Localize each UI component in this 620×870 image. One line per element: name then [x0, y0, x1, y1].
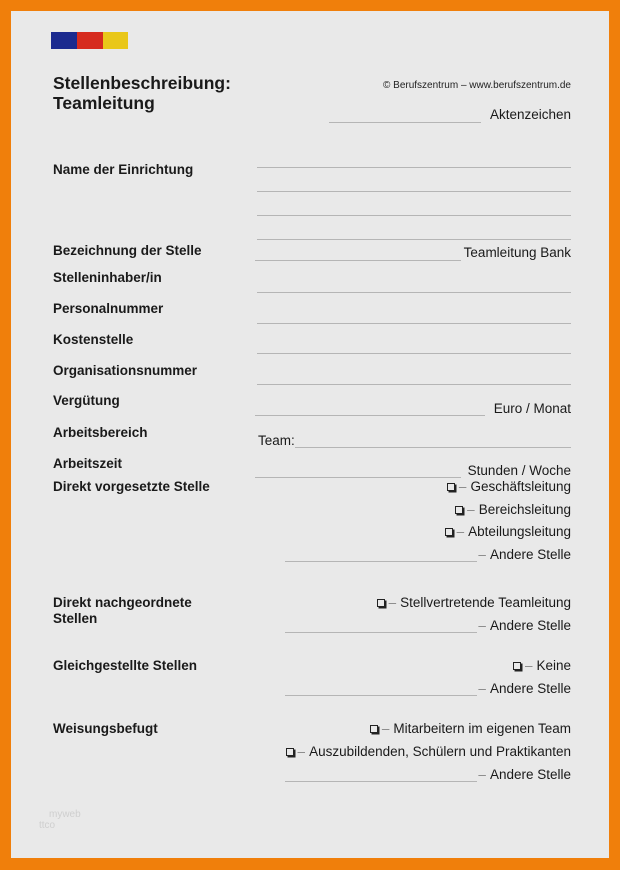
- option-stellvertretende-teamleitung[interactable]: – Stellvertretende Teamleitung: [377, 595, 571, 610]
- checkbox-icon[interactable]: [445, 528, 453, 536]
- checkbox-icon[interactable]: [370, 725, 378, 733]
- title-line-2: Teamleitung: [53, 93, 155, 113]
- kostenstelle-field[interactable]: [257, 353, 571, 354]
- option-auszubildenden[interactable]: – Auszubildenden, Schülern und Praktikanten: [286, 744, 571, 759]
- checkbox-icon[interactable]: [286, 748, 294, 756]
- arbeitsbereich-prefix: Team:: [258, 433, 295, 448]
- label-arbeitszeit: Arbeitszeit: [53, 456, 123, 471]
- verguetung-unit: Euro / Monat: [493, 401, 571, 416]
- weisungsbefugt-andere-stelle: – Andere Stelle: [478, 767, 571, 782]
- label-gleichgestellte: Gleichgestellte Stellen: [53, 658, 198, 673]
- einrichtung-line-1[interactable]: [257, 167, 571, 168]
- stelleninhaber-field[interactable]: [257, 292, 571, 293]
- checkbox-icon[interactable]: [447, 483, 455, 491]
- label-arbeitsbereich: Arbeitsbereich: [53, 425, 148, 440]
- copyright-note: © Berufszentrum – www.berufszentrum.de: [383, 80, 571, 91]
- checkbox-icon[interactable]: [455, 506, 463, 514]
- checkbox-icon[interactable]: [513, 662, 521, 670]
- label-bezeichnung: Bezeichnung der Stelle: [53, 243, 202, 258]
- option-mitarbeitern[interactable]: – Mitarbeitern im eigenen Team: [370, 721, 571, 736]
- flag-red: [77, 32, 103, 49]
- label-nachgeordnete: Direkt nachgeordnete Stellen: [53, 595, 192, 626]
- gleichgestellte-andere-field[interactable]: [285, 695, 477, 696]
- label-weisungsbefugt: Weisungsbefugt: [53, 721, 158, 736]
- document-page: [11, 11, 609, 858]
- arbeitsbereich-field[interactable]: [295, 447, 571, 448]
- organisationsnummer-field[interactable]: [257, 384, 571, 385]
- gleichgestellte-andere-stelle: – Andere Stelle: [478, 681, 571, 696]
- option-abteilungsleitung[interactable]: – Abteilungsleitung: [445, 524, 571, 539]
- label-einrichtung: Name der Einrichtung: [53, 162, 194, 177]
- option-keine[interactable]: – Keine: [513, 658, 571, 673]
- label-kostenstelle: Kostenstelle: [53, 332, 134, 347]
- einrichtung-line-4[interactable]: [257, 239, 571, 240]
- vorgesetzte-andere-field[interactable]: [285, 561, 477, 562]
- aktenzeichen-label: Aktenzeichen: [489, 107, 571, 122]
- watermark: myweb ttco: [39, 809, 81, 831]
- verguetung-field[interactable]: [255, 415, 485, 416]
- option-geschaeftsleitung[interactable]: – Geschäftsleitung: [447, 479, 571, 494]
- arbeitszeit-unit: Stunden / Woche: [467, 463, 571, 478]
- arbeitszeit-field[interactable]: [255, 477, 461, 478]
- flag-blue: [51, 32, 77, 49]
- checkbox-icon[interactable]: [377, 599, 385, 607]
- label-personalnummer: Personalnummer: [53, 301, 164, 316]
- nachgeordnete-andere-stelle: – Andere Stelle: [478, 618, 571, 633]
- einrichtung-line-3[interactable]: [257, 215, 571, 216]
- vorgesetzte-andere-stelle: – Andere Stelle: [478, 547, 571, 562]
- bezeichnung-value: Teamleitung Bank: [463, 245, 571, 260]
- label-vorgesetzte: Direkt vorgesetzte Stelle: [53, 479, 210, 494]
- label-stelleninhaber: Stelleninhaber/in: [53, 270, 162, 285]
- title-line-1: Stellenbeschreibung:: [53, 73, 231, 93]
- page-title: [53, 73, 231, 113]
- flag-yellow: [103, 32, 128, 49]
- personalnummer-field[interactable]: [257, 323, 571, 324]
- bezeichnung-field[interactable]: [255, 260, 461, 261]
- weisungsbefugt-andere-field[interactable]: [285, 781, 477, 782]
- einrichtung-line-2[interactable]: [257, 191, 571, 192]
- aktenzeichen-field[interactable]: [329, 122, 481, 123]
- label-verguetung: Vergütung: [53, 393, 120, 408]
- label-organisationsnummer: Organisationsnummer: [53, 363, 198, 378]
- option-bereichsleitung[interactable]: – Bereichsleitung: [455, 502, 571, 517]
- nachgeordnete-andere-field[interactable]: [285, 632, 477, 633]
